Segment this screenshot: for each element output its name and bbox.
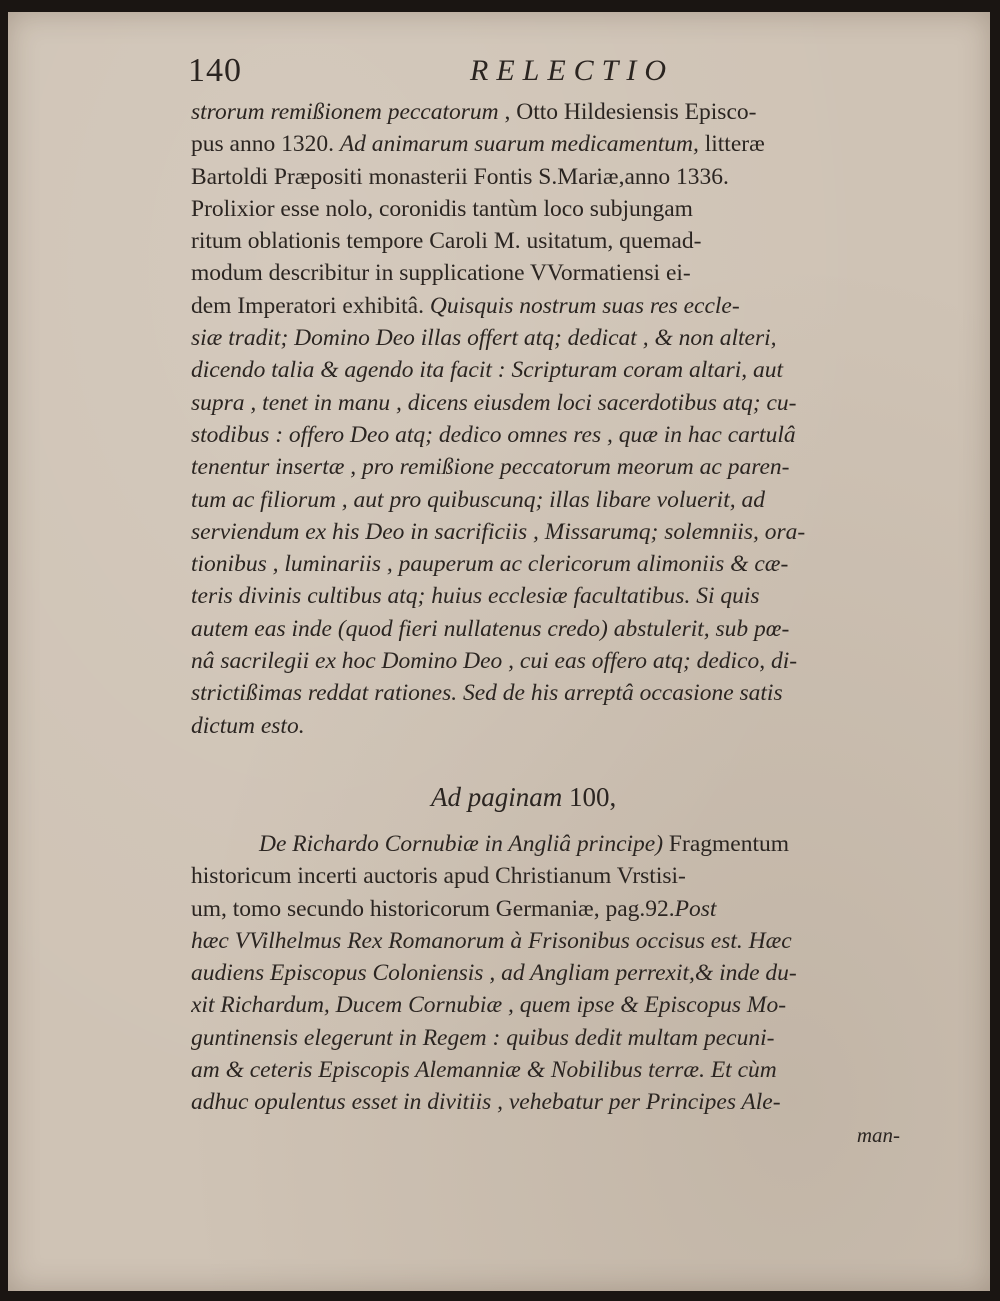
text-line: [191, 677, 906, 709]
text-line: [191, 989, 906, 1021]
text-line: [191, 290, 906, 322]
running-head: RELECTIO: [470, 54, 675, 87]
text-line: [191, 387, 906, 419]
roman-text: dem Imperatori exhibitâ.: [191, 292, 430, 319]
text-line: [191, 516, 906, 548]
paragraph-oblation: [191, 96, 906, 742]
italic-text: supra , tenet in manu , dicens eiusdem loci sacerdotibus atq; cu-: [191, 389, 797, 416]
text-line: [191, 1086, 906, 1118]
italic-text: siæ tradit; Domino Deo illas offert atq; dedicat , & non alteri,: [191, 325, 777, 352]
heading-italic: Ad paginam: [431, 781, 563, 812]
text-line: [191, 161, 906, 193]
italic-text: strorum remißionem peccatorum: [191, 99, 499, 125]
roman-text: Fragmentum: [663, 830, 790, 857]
text-line: [191, 957, 906, 989]
italic-text: Ad animarum suarum medicamentum,: [339, 131, 699, 158]
text-line: [191, 1022, 906, 1054]
page-number: 140: [188, 52, 242, 89]
roman-text: um, tomo secundo historicorum Germaniæ, pag.92.: [191, 895, 675, 922]
italic-text: serviendum ex his Deo in sacrificiis , Missarumq; solemniis, ora-: [191, 518, 806, 545]
heading-number: 100,: [562, 781, 617, 812]
italic-text: guntinensis elegerunt in Regem : quibus dedit multam pecuni-: [191, 1024, 775, 1051]
italic-text: adhuc opulentus esset in divitiis , vehebatur per Principes Ale-: [191, 1089, 781, 1116]
italic-text: Post: [674, 895, 717, 922]
roman-text: ritum oblationis tempore Caroli M. usitatum, quemad-: [191, 228, 702, 255]
roman-text: , Otto Hildesiensis Episco-: [498, 99, 757, 125]
paragraph-richard: [191, 828, 906, 1119]
roman-text: litteræ: [698, 131, 765, 158]
text-line: [191, 419, 906, 451]
text-line: [191, 225, 906, 257]
page-header: [180, 52, 910, 96]
text-line: [191, 710, 906, 742]
italic-text: Quisquis nostrum suas res eccle-: [429, 292, 740, 319]
text-line: [191, 354, 906, 386]
roman-text: Prolixior esse nolo, coronidis tantùm loco subjungam: [191, 195, 693, 222]
italic-text: dicendo talia & agendo ita facit : Scripturam coram altari, aut: [191, 357, 784, 384]
roman-text: pus anno 1320.: [191, 131, 340, 158]
text-line: [191, 257, 906, 289]
text-line: [191, 1054, 906, 1086]
italic-text: am & ceteris Episcopis Alemanniæ & Nobilibus terræ. Et cùm: [191, 1057, 777, 1084]
italic-text: autem eas inde (quod fieri nullatenus credo) abstulerit, sub pœ-: [191, 615, 790, 642]
italic-text: tenentur insertæ , pro remißione peccatorum meorum ac paren-: [191, 454, 790, 481]
italic-text: De Richardo Cornubiæ in Angliâ principe): [259, 830, 664, 857]
text-line: [191, 193, 906, 225]
text-line: [191, 893, 906, 925]
text-line: [191, 484, 906, 516]
text-line: [191, 548, 906, 580]
book-page: [8, 12, 990, 1291]
italic-text: audiens Episcopus Coloniensis , ad Angliam perrexit,& inde du-: [191, 960, 797, 987]
section-heading: [191, 766, 906, 828]
text-line: [191, 322, 906, 354]
italic-text: xit Richardum, Ducem Cornubiæ , quem ipse & Episcopus Mo-: [191, 992, 787, 1019]
roman-text: historicum incerti auctoris apud Christianum Vrstisi-: [191, 863, 686, 890]
text-line: [191, 860, 906, 892]
roman-text: Bartoldi Præpositi monasterii Fontis S.Mariæ,anno 1336.: [191, 163, 729, 190]
italic-text: teris divinis cultibus atq; huius ecclesiæ facultatibus. Si quis: [191, 583, 760, 610]
text-line: [191, 580, 906, 612]
italic-text: tionibus , luminariis , pauperum ac clericorum alimoniis & cæ-: [191, 551, 789, 578]
text-line: [191, 96, 906, 128]
text-line: [191, 451, 906, 483]
text-line: [191, 645, 906, 677]
text-line: [191, 613, 906, 645]
italic-text: nâ sacrilegii ex hoc Domino Deo , cui eas offero atq; dedico, di-: [191, 648, 798, 675]
italic-text: hæc VVilhelmus Rex Romanorum à Frisonibus occisus est. Hæc: [191, 927, 792, 954]
italic-text: stodibus : offero Deo atq; dedico omnes res , quæ in hac cartulâ: [191, 421, 796, 448]
text-line: [191, 828, 906, 860]
italic-text: dictum esto.: [191, 712, 305, 739]
italic-text: strictißimas reddat rationes. Sed de his arreptâ occasione satis: [191, 680, 783, 707]
text-line: [191, 925, 906, 957]
catchword: man-: [856, 1122, 900, 1147]
page-text: [191, 96, 906, 1151]
roman-text: modum describitur in supplicatione VVormatiensi ei-: [191, 260, 691, 287]
italic-text: tum ac filiorum , aut pro quibuscunq; illas libare voluerit, ad: [191, 486, 765, 513]
text-line: [191, 128, 906, 160]
